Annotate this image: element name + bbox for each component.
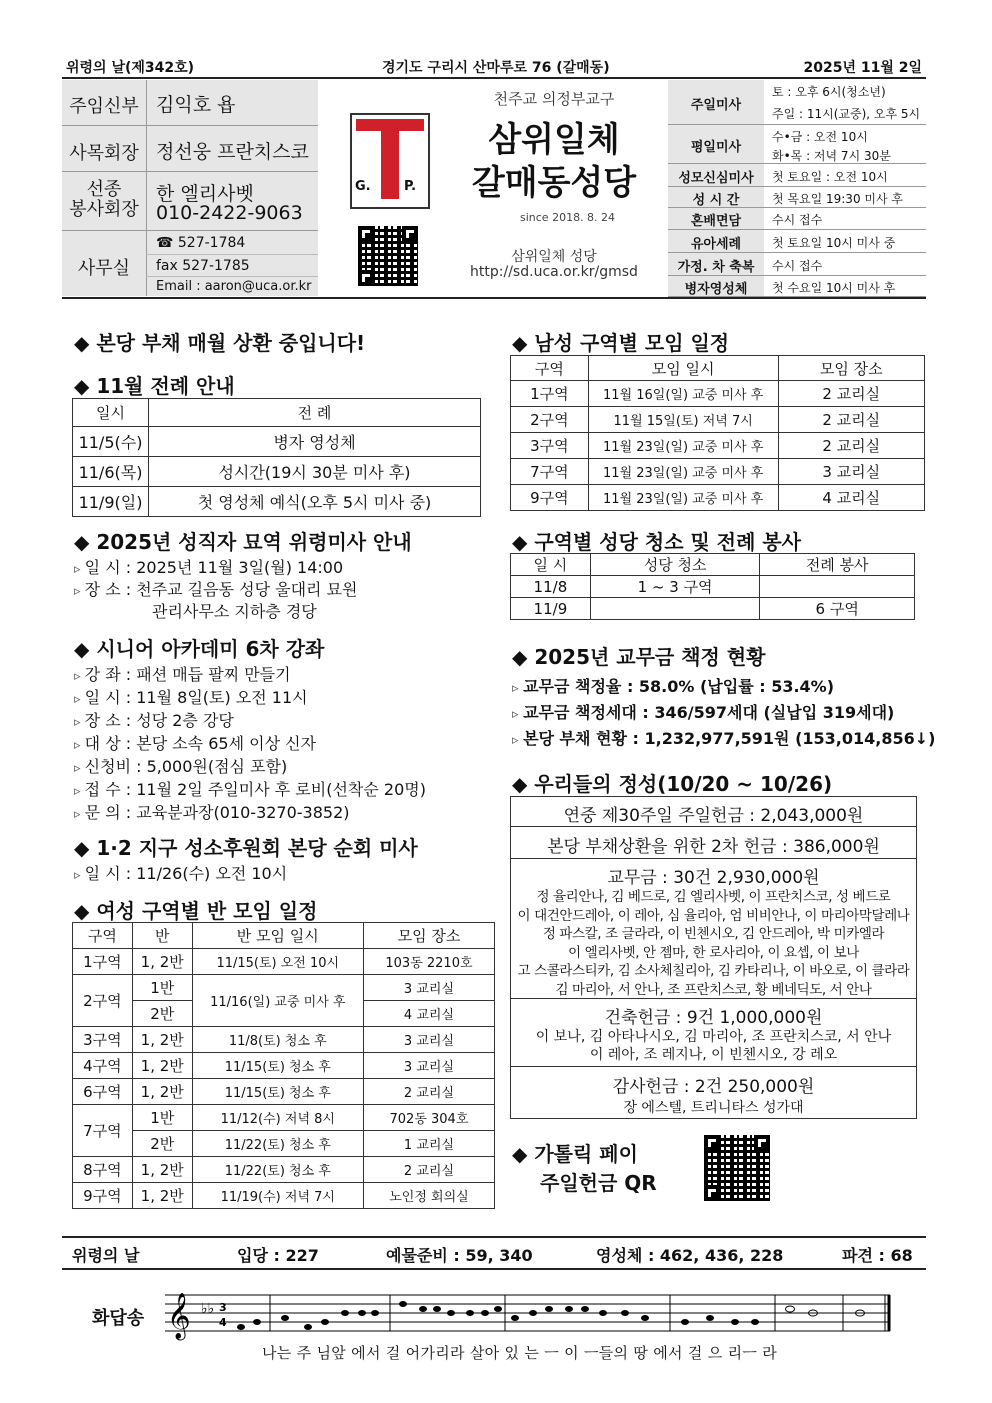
cleaning-header: 성당 청소 [590, 554, 760, 576]
women-ban: 1반 [132, 1105, 192, 1131]
women-place: 103동 2210호 [363, 949, 494, 975]
women-area: 3구역 [73, 1027, 133, 1053]
office-email: Email : aaron@uca.or.kr [156, 279, 312, 294]
cleaning-cell: 11/8 [511, 576, 591, 598]
gyomu-total: 교무금 : 30건 2,930,000원 [607, 868, 820, 888]
cleaning-cell: 1 ~ 3 구역 [590, 576, 760, 598]
district-mass-item: ▹ 일 시 : 11/26(수) 오전 10시 [74, 861, 287, 884]
liturgy-title: ◆ 11월 전례 안내 [74, 374, 235, 398]
gyomu-names: 정 파스칼, 조 글라라, 이 빈첸시오, 김 안드레아, 박 미카엘라 [542, 926, 885, 943]
schedule-value-cell [764, 164, 926, 187]
table-row [73, 487, 481, 517]
thanks-total: 감사헌금 : 2건 250,000원 [612, 1077, 815, 1097]
women-place: 2 교리실 [363, 1157, 494, 1183]
issue-date: 2025년 11월 2일 [803, 60, 922, 76]
women-place: 1 교리실 [363, 1131, 494, 1157]
building-names: 이 레아, 조 레지나, 이 빈첸시오, 강 레오 [589, 1047, 838, 1063]
liturgy-cell: 11/9(일) [73, 487, 149, 517]
women-area: 2구역 [73, 975, 133, 1027]
issue-label: 위령의 날(제342호) [66, 60, 195, 76]
thanks-section [511, 1067, 916, 1119]
men-cell: 3 교리실 [778, 459, 924, 485]
logo-letter-p: P. [404, 179, 417, 194]
cemetery-item: ▹ 일 시 : 2025년 11월 3일(월) 14:00 [74, 555, 343, 578]
women-header: 반 모임 일시 [192, 923, 363, 949]
liturgy-cell: 첫 영성체 예식(오후 5시 미사 중) [149, 487, 481, 517]
schedule-label-cell [668, 230, 764, 253]
gyomu-names: 고 스콜라스티카, 김 소사체칠리아, 김 카타리나, 이 바오로, 이 클라라 [517, 963, 910, 980]
svg-text:4: 4 [219, 1316, 227, 1329]
catholic-pay-subtitle: 주일헌금 QR [540, 1171, 657, 1195]
dues-rate: ▹ 교무금 책정율 : 58.0% (납입률 : 53.4%) [512, 674, 834, 697]
women-meeting-table [72, 922, 495, 1209]
senior-item: ▹ 장 소 : 성당 2층 강당 [74, 708, 234, 731]
website-qr-code[interactable] [358, 226, 418, 286]
cleaning-cell [590, 598, 760, 620]
gyomu-names: 김 마리아, 서 안나, 조 프란치스코, 황 베네딕도, 서 안나 [555, 981, 872, 998]
gyomu-names: 이 대건안드레아, 이 레아, 심 율리아, 엄 비비안나, 이 마리아막달레나 [517, 907, 910, 924]
senior-item: ▹ 문 의 : 교육분과장(010-3270-3852) [74, 800, 350, 823]
schedule-label: 가정. 차 축복 [677, 259, 755, 275]
women-area: 4구역 [73, 1053, 133, 1079]
site-name: 삼위일체 성당 [511, 249, 597, 265]
schedule-label-cell [668, 80, 764, 125]
men-header: 구역 [511, 356, 589, 381]
evang-phone: 010-2422-9063 [156, 202, 303, 224]
schedule-value-cell [764, 125, 926, 164]
building-section [511, 999, 916, 1067]
men-meeting-table [510, 355, 925, 511]
senior-item: ▹ 대 상 : 본당 소속 65세 이상 신자 [74, 731, 316, 754]
site-url[interactable]: http://sd.uca.or.kr/gmsd [470, 264, 638, 280]
schedule-label-cell [668, 164, 764, 187]
table-row [73, 1053, 495, 1079]
psalm-lyrics: 나는 주 님앞 에서 걸 어가리라 살아 있 는 ㅡ 이 ㅡ들의 땅 에서 걸 으 리ㅡ 라 [262, 1344, 778, 1362]
schedule-value-cell [764, 253, 926, 276]
men-title: ◆ 남성 구역별 모임 일정 [512, 331, 730, 355]
men-cell: 2 교리실 [778, 433, 924, 459]
stats-communion: 영성체 : 462, 436, 228 [596, 1246, 784, 1265]
women-place: 노인정 회의실 [363, 1183, 494, 1209]
senior-title: ◆ 시니어 아카데미 6차 강좌 [74, 637, 325, 661]
schedule-label-cell [668, 208, 764, 230]
women-date: 11/22(토) 청소 후 [192, 1157, 363, 1183]
men-cell: 2 교리실 [778, 407, 924, 433]
debt-title: ◆ 본당 부채 매월 상환 중입니다! [74, 331, 366, 355]
church-name-2: 갈매동성당 [471, 163, 637, 203]
schedule-value: 토 : 오후 6시(청소년) [772, 85, 886, 99]
svg-text:3: 3 [219, 1301, 227, 1314]
liturgy-header: 전 례 [149, 399, 481, 427]
women-place: 2 교리실 [363, 1079, 494, 1105]
liturgy-cell: 성시간(19시 30분 미사 후) [149, 457, 481, 487]
table-row [511, 459, 925, 485]
women-ban: 2반 [132, 1001, 192, 1027]
second-offering: 본당 부채상환을 위한 2차 헌금 : 386,000원 [511, 827, 916, 859]
schedule-label: 병자영성체 [684, 281, 748, 297]
cemetery-place-cont: 관리사무소 지하층 경당 [152, 602, 317, 621]
women-header: 구역 [73, 923, 133, 949]
senior-item: ▹ 강 좌 : 패션 매듭 팔찌 만들기 [74, 662, 291, 685]
table-row [73, 1183, 495, 1209]
church-logo [350, 113, 430, 209]
catholic-pay-title: ◆ 가톨릭 페이 [512, 1142, 638, 1166]
schedule-value: 첫 토요일 10시 미사 중 [772, 235, 896, 250]
liturgy-cell: 11/5(수) [73, 427, 149, 457]
women-ban: 1, 2반 [132, 1157, 192, 1183]
senior-item: ▹ 접 수 : 11월 2일 주일미사 후 로비(선착순 20명) [74, 777, 426, 800]
pastor-name: 김익호 욥 [156, 94, 236, 116]
men-cell: 11월 23일(일) 교중 미사 후 [588, 433, 778, 459]
women-ban: 1, 2반 [132, 1053, 192, 1079]
debt-status: ▹ 본당 부채 현황 : 1,232,977,591원 (153,014,856↓) [512, 726, 935, 749]
schedule-value: 수시 접수 [772, 258, 823, 273]
stats-day: 위령의 날 [72, 1246, 140, 1265]
schedule-label: 유아세례 [690, 236, 742, 252]
women-place: 3 교리실 [363, 1027, 494, 1053]
schedule-label: 혼배면담 [690, 214, 742, 229]
schedule-label: 평일미사 [690, 139, 742, 155]
women-place: 3 교리실 [363, 1053, 494, 1079]
women-ban: 1, 2반 [132, 949, 192, 975]
women-date: 11/19(수) 저녁 7시 [192, 1183, 363, 1209]
table-row [511, 433, 925, 459]
stats-offertory: 예물준비 : 59, 340 [386, 1246, 533, 1265]
men-cell: 11월 16일(일) 교중 미사 후 [588, 381, 778, 407]
evang-name: 한 엘리사벳 [156, 183, 254, 205]
women-ban: 1, 2반 [132, 1027, 192, 1053]
schedule-value: 수•금 : 오전 10시 [772, 130, 868, 144]
cemetery-title: ◆ 2025년 성직자 묘역 위령미사 안내 [74, 530, 412, 554]
table-row [73, 949, 495, 975]
catholic-pay-qr-code[interactable] [704, 1135, 770, 1201]
schedule-value: 화•목 : 저녁 7시 30분 [772, 148, 891, 163]
men-header: 모임 일시 [588, 356, 778, 381]
office-fax: fax 527-1785 [156, 258, 250, 274]
dues-households: ▹ 교무금 책정세대 : 346/597세대 (실납입 319세대) [512, 700, 894, 723]
schedule-label-cell [668, 125, 764, 164]
men-cell: 7구역 [511, 459, 589, 485]
men-cell: 11월 23일(일) 교중 미사 후 [588, 459, 778, 485]
since-date: since 2018. 8. 24 [520, 211, 616, 224]
svg-text:𝄞: 𝄞 [167, 1293, 191, 1339]
schedule-value-cell [764, 187, 926, 208]
table-row [73, 427, 481, 457]
cleaning-cell [760, 576, 915, 598]
schedule-label-cell [668, 253, 764, 276]
schedule-label-cell [668, 187, 764, 208]
logo-letter-g: G. [355, 179, 371, 194]
liturgy-cell: 병자 영성체 [149, 427, 481, 457]
schedule-value-cell [764, 230, 926, 253]
district-mass-title: ◆ 1·2 지구 성소후원회 본당 순회 미사 [74, 836, 418, 860]
schedule-value: 첫 목요일 19:30 미사 후 [772, 191, 903, 206]
schedule-value: 첫 토요일 : 오전 10시 [772, 169, 888, 184]
cleaning-cell: 6 구역 [760, 598, 915, 620]
liturgy-cell: 11/6(목) [73, 457, 149, 487]
offering-box [510, 796, 917, 1119]
table-row [73, 1105, 495, 1131]
schedule-value: 수시 접수 [772, 213, 823, 227]
top-bar [62, 56, 926, 76]
cleaning-title: ◆ 구역별 성당 청소 및 전례 봉사 [512, 530, 801, 554]
women-place: 702동 304호 [363, 1105, 494, 1131]
cleaning-header: 일 시 [511, 554, 591, 576]
senior-item: ▹ 신청비 : 5,000원(점심 포함) [74, 754, 287, 777]
sunday-offering: 연중 제30주일 주일헌금 : 2,043,000원 [511, 797, 916, 827]
council-label: 사목회장 [69, 143, 139, 164]
dues-title: ◆ 2025년 교무금 책정 현황 [512, 645, 766, 669]
offering-title: ◆ 우리들의 정성(10/20 ~ 10/26) [512, 772, 833, 796]
women-header: 모임 장소 [363, 923, 494, 949]
women-date: 11/15(토) 청소 후 [192, 1079, 363, 1105]
women-area: 9구역 [73, 1183, 133, 1209]
building-names: 이 보나, 김 아타나시오, 김 마리아, 조 프란치스코, 서 안나 [535, 1029, 892, 1045]
men-cell: 3구역 [511, 433, 589, 459]
women-date: 11/15(토) 오전 10시 [192, 949, 363, 975]
women-date: 11/16(일) 교중 미사 후 [192, 975, 363, 1027]
schedule-label: 성모신심미사 [678, 170, 754, 186]
cleaning-header: 전례 봉사 [760, 554, 915, 576]
psalm-staff-notation [165, 1285, 895, 1345]
men-cell: 2구역 [511, 407, 589, 433]
women-title: ◆ 여성 구역별 반 모임 일정 [74, 899, 318, 923]
table-row [511, 485, 925, 511]
stats-dismissal: 파견 : 68 [842, 1246, 913, 1265]
women-area: 8구역 [73, 1157, 133, 1183]
men-cell: 11월 23일(일) 교중 미사 후 [588, 485, 778, 511]
liturgy-header: 일시 [73, 399, 149, 427]
women-area: 1구역 [73, 949, 133, 975]
diocese: 천주교 의정부교구 [493, 90, 615, 108]
table-row [73, 457, 481, 487]
cemetery-item: ▹ 장 소 : 천주교 길음동 성당 울대리 묘원 [74, 577, 358, 600]
senior-item: ▹ 일 시 : 11월 8일(토) 오전 11시 [74, 685, 308, 708]
table-row [511, 407, 925, 433]
table-row [73, 1079, 495, 1105]
women-area: 6구역 [73, 1079, 133, 1105]
schedule-value-cell [764, 208, 926, 230]
women-date: 11/22(토) 청소 후 [192, 1131, 363, 1157]
stats-entrance: 입당 : 227 [237, 1246, 319, 1265]
women-place: 4 교리실 [363, 1001, 494, 1027]
women-ban: 1반 [132, 975, 192, 1001]
men-cell: 9구역 [511, 485, 589, 511]
table-row [511, 598, 915, 620]
table-row [73, 1027, 495, 1053]
table-row [73, 975, 495, 1001]
church-name-1: 삼위일체 [488, 120, 620, 160]
men-cell: 4 교리실 [778, 485, 924, 511]
women-area: 7구역 [73, 1105, 133, 1157]
women-ban: 1, 2반 [132, 1079, 192, 1105]
psalm-label: 화답송 [92, 1308, 145, 1329]
table-row [73, 1131, 495, 1157]
cleaning-cell: 11/9 [511, 598, 591, 620]
table-row [511, 381, 925, 407]
schedule-value-cell [764, 276, 926, 297]
gyomu-names: 정 율리안나, 김 베드로, 김 엘리사벳, 이 프란치스코, 성 베드로 [536, 889, 891, 905]
gyomu-names: 이 엘리사벳, 안 젬마, 한 로사리아, 이 요셉, 이 보나 [568, 944, 859, 961]
church-address: 경기도 구리시 산마루로 76 (갈매동) [382, 60, 610, 76]
schedule-label: 성 시 간 [692, 192, 740, 208]
men-header: 모임 장소 [778, 356, 924, 381]
evang-label: 선종 봉사회장 [69, 179, 139, 220]
office-label: 사무실 [77, 258, 131, 279]
office-tel: ☎ 527-1784 [156, 235, 246, 251]
gyomu-section [511, 859, 916, 999]
schedule-value: 첫 수요일 10시 미사 후 [772, 280, 896, 295]
men-cell: 1구역 [511, 381, 589, 407]
women-ban: 1, 2반 [132, 1183, 192, 1209]
schedule-label-cell [668, 276, 764, 297]
schedule-value-cell [764, 80, 926, 125]
women-ban: 2반 [132, 1131, 192, 1157]
liturgy-table [72, 398, 481, 517]
council-name: 정선웅 프란치스코 [156, 141, 309, 163]
pastor-label: 주임신부 [69, 96, 139, 117]
women-date: 11/8(토) 청소 후 [192, 1027, 363, 1053]
women-header: 반 [132, 923, 192, 949]
svg-text:♭♭: ♭♭ [201, 1301, 215, 1317]
women-date: 11/12(수) 저녁 8시 [192, 1105, 363, 1131]
women-place: 3 교리실 [363, 975, 494, 1001]
men-cell: 2 교리실 [778, 381, 924, 407]
table-row [511, 576, 915, 598]
building-total: 건축헌금 : 9건 1,000,000원 [604, 1008, 823, 1028]
table-row [73, 1157, 495, 1183]
men-cell: 11월 15일(토) 저녁 7시 [588, 407, 778, 433]
thanks-names: 장 에스텔, 트리니타스 성가대 [623, 1100, 804, 1116]
schedule-label: 주일미사 [690, 97, 742, 113]
schedule-value: 주일 : 11시(교중), 오후 5시 [772, 106, 921, 121]
women-date: 11/15(토) 청소 후 [192, 1053, 363, 1079]
cleaning-table [510, 553, 915, 620]
